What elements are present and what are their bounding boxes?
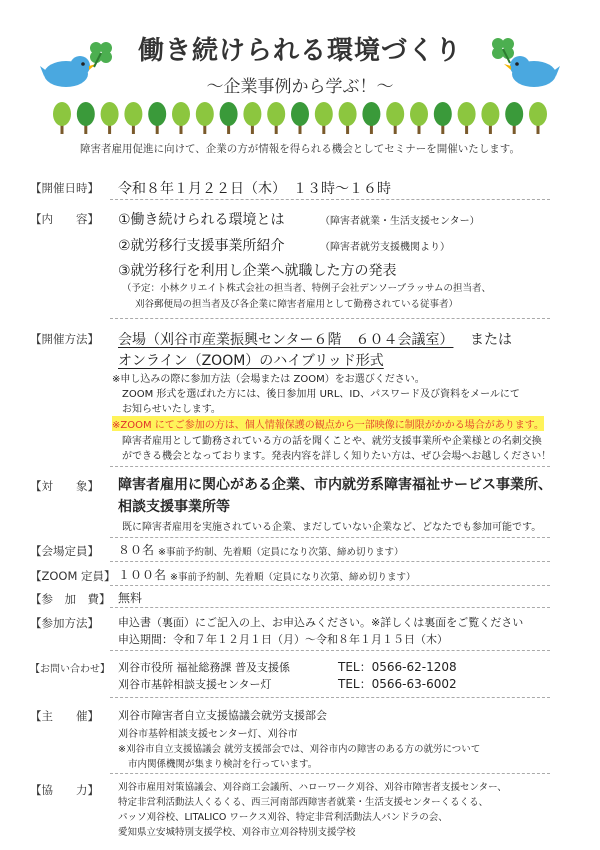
content-item-3-note-2: 刈谷郵便局の担当者及び各企業に障害者雇用として勤務されている従事者） — [135, 299, 459, 310]
zoom-capacity-label: 【ZOOM 定員】 — [30, 569, 116, 583]
method-note-3: お知らせいたします。 — [122, 404, 221, 415]
contact-label: 【お問い合わせ】 — [30, 664, 110, 675]
tree-icon — [53, 102, 71, 134]
cooperation-line-1: 刈谷市雇用対策協議会、刈谷商工会議所、ハローワーク刈谷、刈谷市障害者支援センター、 — [118, 782, 507, 793]
zoom-capacity-value: １００名 — [118, 568, 167, 582]
tree-icon — [505, 102, 523, 134]
content-item-2: ②就労移行支援事業所紹介 — [118, 238, 285, 254]
apply-period: 申込期間：令和７年１２月１日（月）～令和８年１月１５日（木） — [118, 633, 448, 646]
method-label: 【開催方法】 — [30, 332, 99, 346]
apply-label: 【参加方法】 — [30, 616, 99, 630]
content-item-3-note-1: （予定：小林クリエイト株式会社の担当者、特例子会社デンソーブラッサムの担当者、 — [122, 283, 491, 294]
apply-line-1: 申込書（裏面）にご記入の上、お申込みください。※詳しくは裏面をご覧ください — [118, 616, 524, 629]
organizer-line-4: 市内関係機関が集まり検討を行っています。 — [128, 759, 318, 770]
tree-icon — [315, 102, 333, 134]
tree-icon — [267, 102, 285, 134]
cooperation-line-4: 愛知県立安城特別支援学校、刈谷市立刈谷特別支援学校 — [118, 827, 356, 838]
intro-text: 障害者雇用促進に向けて、企業の方が情報を得られる機会としてセミナーを開催いたします。 — [80, 143, 520, 155]
tree-icon — [339, 102, 357, 134]
tree-icon — [362, 102, 380, 134]
page-subtitle: ～企業事例から学ぶ！～ — [206, 77, 394, 97]
tree-icon — [386, 102, 404, 134]
tree-icon — [458, 102, 476, 134]
venue-capacity-note: ※事前予約制、先着順（定員になり次第、締め切ります） — [158, 547, 404, 558]
content-label: 【内 容】 — [30, 212, 99, 226]
date-label: 【開催日時】 — [30, 181, 99, 195]
tree-icon — [481, 102, 499, 134]
separator — [110, 561, 550, 562]
separator — [110, 318, 550, 319]
tree-row-decoration — [50, 100, 550, 136]
content-item-2-note: （障害者就労支援機関より） — [320, 242, 450, 253]
venue-capacity-value: ８０名 — [118, 543, 155, 557]
tree-icon — [196, 102, 214, 134]
tree-icon — [148, 102, 166, 134]
tree-icon — [172, 102, 190, 134]
method-zoom-warning: ※ZOOM にてご参加の方は、個人情報保護の観点から一部映像に制限がかかる場合があります。 — [112, 416, 544, 431]
tree-icon — [220, 102, 238, 134]
tree-icon — [77, 102, 95, 134]
method-online: オンライン（ZOOM）のハイブリッド形式 — [118, 353, 384, 369]
zoom-capacity-note: ※事前予約制、先着順（定員になり次第、締め切ります） — [170, 572, 416, 583]
target-label: 【対 象】 — [30, 479, 99, 493]
method-note-2: ZOOM 形式を選ばれた方には、後日参加用 URL、ID、パスワード及び資料をメールにて — [122, 389, 520, 400]
target-line-1: 障害者雇用に関心がある企業、市内就労系障害福祉サービス事業所、 — [118, 477, 552, 493]
method-note-5: ができる機会となっております。発表内容を詳しく知りたい方は、ぜひ会場へお越しください！ — [122, 451, 552, 462]
cooperation-line-2: 特定非営利活動法人くるくる、西三河南部西障害者就業・生活支援センターくるくる、 — [118, 797, 489, 808]
separator — [110, 537, 550, 538]
method-or: または — [470, 332, 512, 348]
date-value: 令和８年１月２２日（木） １３時～１６時 — [118, 181, 391, 197]
cooperation-line-3: パッソ刈谷校、LITALICO ワークス刈谷、特定非営利活動法人パンドラの会、 — [118, 812, 448, 823]
fee-label: 【参 加 費】 — [30, 592, 111, 606]
page-title: 働き続けられる環境づくり — [137, 36, 462, 66]
tree-icon — [291, 102, 309, 134]
organizer-line-2: 刈谷市基幹相談支援センター灯、刈谷市 — [118, 729, 298, 740]
contact-org-2: 刈谷市基幹相談支援センター灯 — [118, 678, 272, 691]
separator — [110, 199, 550, 200]
separator — [110, 773, 550, 774]
method-note-1: ※申し込みの際に参加方法（会場または ZOOM）をお選びください。 — [112, 374, 425, 385]
tree-icon — [101, 102, 119, 134]
tree-icon — [410, 102, 428, 134]
contact-org-1: 刈谷市役所 福祉総務課 普及支援係 — [118, 661, 290, 674]
organizer-line-3: ※刈谷市自立支援協議会 就労支援部会では、刈谷市内の障害のある方の就労について — [118, 744, 481, 755]
content-item-1: ①働き続けられる環境とは — [118, 212, 285, 228]
method-note-4: 障害者雇用として勤務されている方の話を聞くことや、就労支援事業所や企業様との名刺交換 — [122, 436, 542, 447]
cooperation-label: 【協 力】 — [30, 783, 99, 797]
tree-icon — [124, 102, 142, 134]
separator — [110, 466, 550, 467]
separator — [110, 650, 550, 651]
content-item-1-note: （障害者就業・生活支援センター） — [320, 216, 480, 227]
contact-tel-2: TEL：0566-63-6002 — [338, 677, 457, 691]
separator — [110, 697, 550, 698]
tree-icon — [434, 102, 452, 134]
fee-value: 無料 — [118, 591, 143, 605]
target-line-2: 相談支援事業所等 — [118, 499, 230, 515]
method-venue: 会場（刈谷市産業振興センター６階 ６０４会議室） — [118, 332, 454, 348]
contact-tel-1: TEL：0566-62-1208 — [338, 660, 457, 674]
separator — [110, 607, 550, 608]
separator — [110, 585, 550, 586]
organizer-label: 【主 催】 — [30, 709, 99, 723]
tree-icon — [529, 102, 547, 134]
target-note: 既に障害者雇用を実施されている企業、まだしていない企業など、どなたでも参加可能です。 — [122, 522, 542, 533]
tree-icon — [243, 102, 261, 134]
venue-capacity-label: 【会場定員】 — [30, 544, 99, 558]
content-item-3: ③就労移行を利用し企業へ就職した方の発表 — [118, 263, 397, 279]
organizer-line-1: 刈谷市障害者自立支援協議会就労支援部会 — [118, 709, 327, 722]
